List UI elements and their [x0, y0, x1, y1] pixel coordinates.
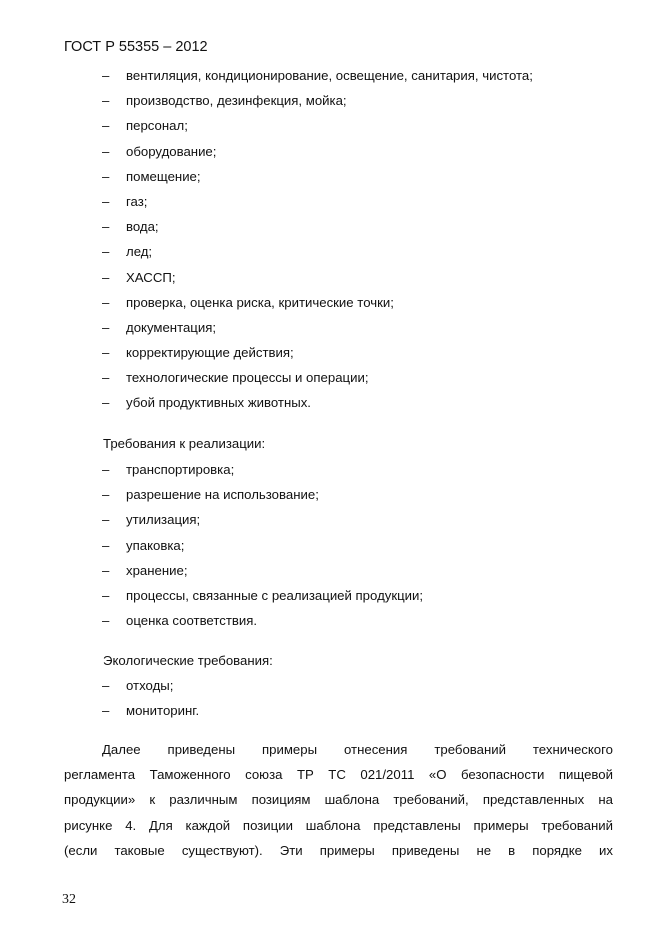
- list-item: [0, 92, 661, 117]
- list-item-text: транспортировка;: [126, 462, 235, 477]
- paragraph-line: регламента Таможенного союза ТР ТС 021/2011 «О безопасности пищевой: [64, 767, 613, 783]
- list-item: [0, 117, 661, 142]
- list-item: [0, 67, 661, 92]
- list-item-text: оценка соответствия.: [126, 613, 258, 629]
- list-item-text: утилизация;: [126, 512, 201, 528]
- list-item: [0, 193, 661, 218]
- list-item-text: ХАССП;: [126, 269, 176, 285]
- list-item: [0, 143, 661, 168]
- list-bullet-dash: –: [102, 143, 110, 159]
- list-bullet-dash: –: [102, 512, 110, 528]
- list-bullet-dash: –: [102, 118, 110, 134]
- list-bullet-dash: –: [102, 370, 110, 386]
- list-item: [0, 269, 661, 294]
- paragraph-line: рисунке 4. Для каждой позиции шаблона представлены примеры требований: [64, 817, 613, 833]
- list-bullet-dash: –: [102, 219, 110, 235]
- list-item: [0, 562, 661, 587]
- list-item-text: мониторинг.: [126, 703, 200, 719]
- list-item: [0, 394, 661, 419]
- list-bullet-dash: –: [102, 269, 110, 285]
- list-realization-requirements: [0, 461, 661, 637]
- list-ecological-requirements: [0, 677, 661, 727]
- list-item-text: упаковка;: [126, 537, 185, 553]
- list-item: [0, 369, 661, 394]
- section-heading-realization: Требования к реализации:: [103, 436, 266, 451]
- list-bullet-dash: –: [102, 703, 110, 719]
- list-item-text: проверка, оценка риска, критические точки;: [126, 294, 394, 310]
- list-bullet-dash: –: [102, 294, 110, 310]
- list-item: [0, 294, 661, 319]
- list-bullet-dash: –: [102, 487, 110, 503]
- list-item: [0, 344, 661, 369]
- list-bullet-dash: –: [102, 244, 110, 260]
- body-paragraph: [64, 741, 613, 867]
- list-item: [0, 486, 661, 511]
- list-item: [0, 587, 661, 612]
- list-item: [0, 702, 661, 727]
- list-item: [0, 461, 661, 486]
- list-item-text: лед;: [126, 244, 153, 260]
- list-item-text: помещение;: [126, 168, 201, 184]
- list-bullet-dash: –: [102, 587, 110, 603]
- list-item: [0, 677, 661, 702]
- list-bullet-dash: –: [102, 395, 110, 411]
- list-item-text: вода;: [126, 219, 159, 235]
- list-item: [0, 319, 661, 344]
- list-item-text: убой продуктивных животных.: [126, 395, 311, 411]
- list-item: [0, 168, 661, 193]
- list-item: [0, 612, 661, 637]
- list-bullet-dash: –: [102, 93, 110, 109]
- list-bullet-dash: –: [102, 462, 110, 477]
- list-item-text: вентиляция, кондиционирование, освещение, санитария, чистота;: [126, 68, 533, 83]
- list-bullet-dash: –: [102, 678, 110, 693]
- list-item: [0, 511, 661, 536]
- list-bullet-dash: –: [102, 168, 110, 184]
- list-item: [0, 243, 661, 268]
- list-bullet-dash: –: [102, 537, 110, 553]
- paragraph-line: продукции» к различным позициям шаблона требований, представленных на: [64, 792, 613, 808]
- list-item-text: производство, дезинфекция, мойка;: [126, 93, 347, 109]
- list-bullet-dash: –: [102, 319, 110, 335]
- list-bullet-dash: –: [102, 193, 110, 209]
- list-item: [0, 537, 661, 562]
- paragraph-line: (если таковые существуют). Эти примеры приведены не в порядке их: [64, 842, 613, 858]
- list-item-text: газ;: [126, 193, 148, 209]
- list-item-text: хранение;: [126, 562, 188, 578]
- list-bullet-dash: –: [102, 613, 110, 629]
- list-item-text: технологические процессы и операции;: [126, 370, 369, 386]
- list-item-text: разрешение на использование;: [126, 487, 319, 503]
- list-bullet-dash: –: [102, 562, 110, 578]
- list-item-text: персонал;: [126, 118, 188, 134]
- list-general-requirements: [0, 67, 661, 420]
- list-item: [0, 218, 661, 243]
- document-header: ГОСТ Р 55355 – 2012: [64, 39, 208, 55]
- section-heading-ecological: Экологические требования:: [103, 653, 273, 668]
- page-number: 32: [62, 892, 76, 907]
- paragraph-line: Далее приведены примеры отнесения требований технического: [102, 742, 613, 757]
- list-bullet-dash: –: [102, 68, 110, 83]
- list-item-text: процессы, связанные с реализацией продукции;: [126, 587, 424, 603]
- list-bullet-dash: –: [102, 345, 110, 361]
- list-item-text: отходы;: [126, 678, 174, 693]
- list-item-text: оборудование;: [126, 143, 217, 159]
- list-item-text: корректирующие действия;: [126, 345, 294, 361]
- list-item-text: документация;: [126, 319, 217, 335]
